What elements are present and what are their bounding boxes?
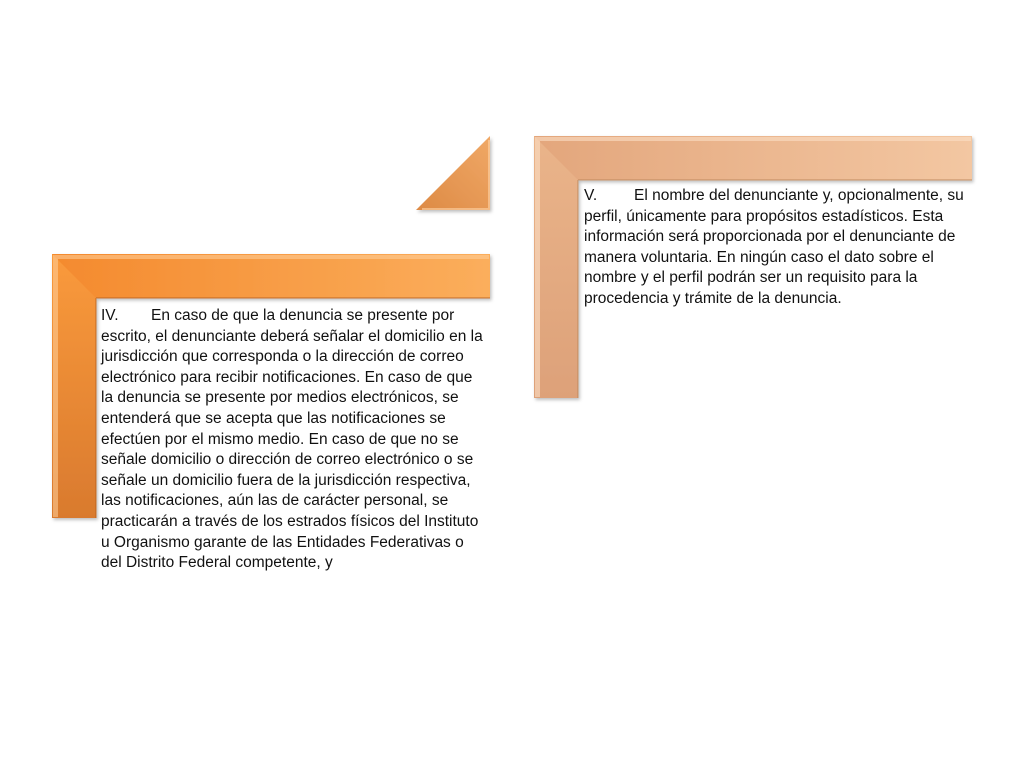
- item-iv-body: En caso de que la denuncia se presente por escrito, el denunciante deberá señalar el domicilio en la jurisdicción que corresponda o la dirección de correo electrónico para recibir notificaciones. En caso de que la denuncia se presente por medios electrónicos, se entenderá que se acepta que las notificaciones se efectúen por el mismo medio. En caso de que no se señale domicilio o dirección de correo electrónico o se señale un domicilio fuera de la jurisdicción respectiva, las notificaciones, aún las de carácter personal, se practicarán a través de los estrados físicos del Instituto u Organismo garante de las Entidades Federativas o del Distrito Federal competente, y: [101, 307, 483, 572]
- item-iv-text: [101, 306, 487, 574]
- item-v-body: El nombre del denunciante y, opcionalmente, su perfil, únicamente para propósitos estadísticos. Esta información será proporcionada por el denunciante de manera voluntaria. En ningún caso el dato sobre el nombre y el perfil podrán ser un requisito para la procedencia y trámite de la denuncia.: [584, 187, 964, 307]
- item-v-number: V.: [584, 187, 598, 204]
- item-v-text: [584, 186, 968, 310]
- item-iv-number: IV.: [101, 307, 119, 324]
- triangle-connector: [416, 136, 490, 210]
